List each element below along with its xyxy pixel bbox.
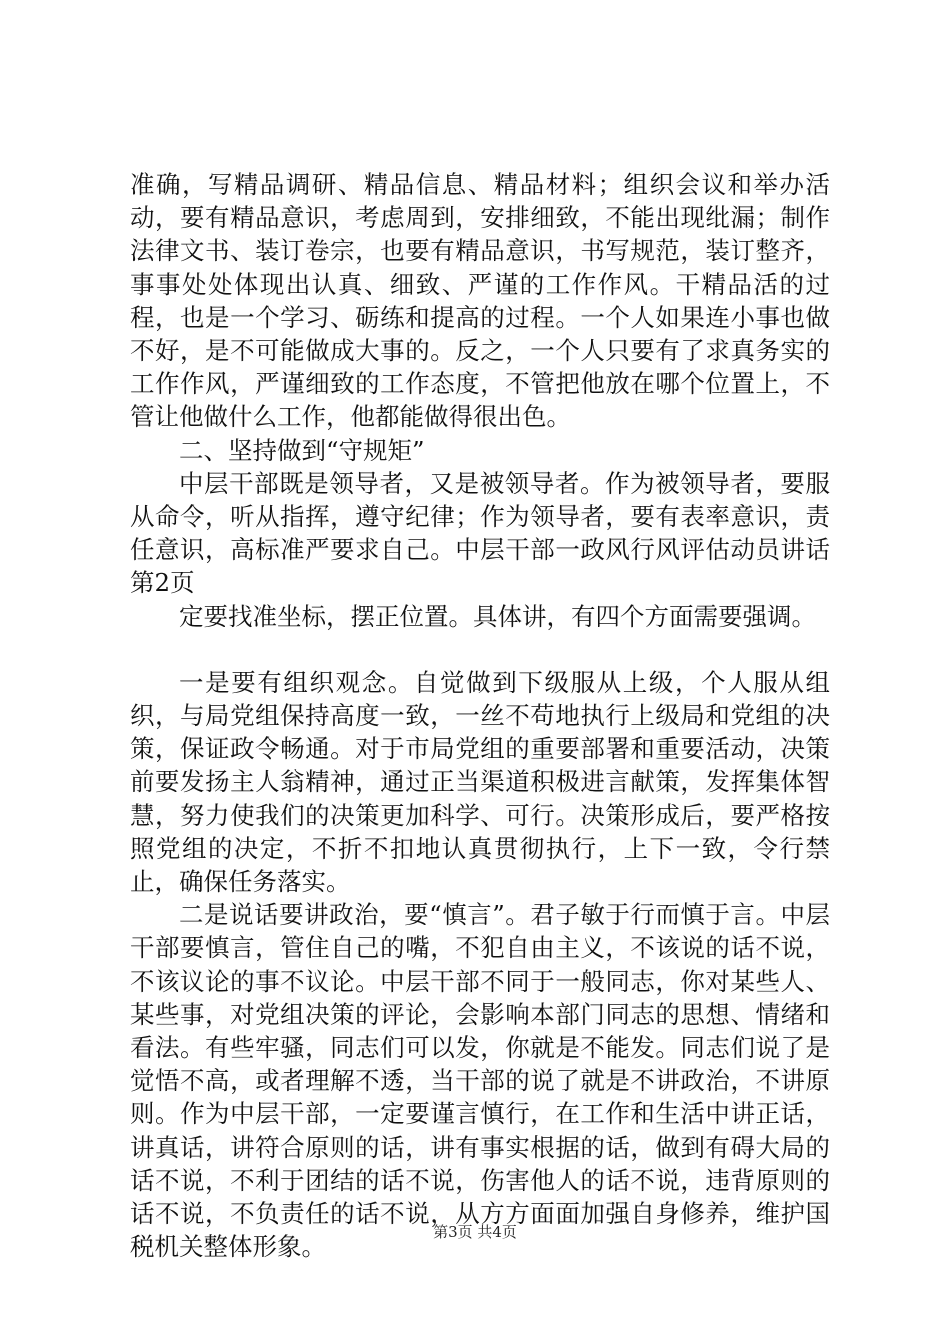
document-body bbox=[130, 168, 830, 1264]
paragraph: 一是要有组织观念。自觉做到下级服从上级，个人服从组织，与局党组保持高度一致，一丝不苟地执行上级局和党组的决策，保证政令畅通。对于市局党组的重要部署和重要活动，决策前要发扬主人翁精神，通过正当渠道积极进言献策，发挥集体智慧，努力使我们的决策更加科学、可行。决策形成后，要严格按照党组的决定，不折不扣地认真贯彻执行，上下一致，令行禁止，确保任务落实。 bbox=[130, 667, 830, 897]
page-footer: 第3页 共4页 bbox=[433, 1223, 517, 1241]
paragraph: 中层干部既是领导者，又是被领导者。作为被领导者，要服从命令，听从指挥，遵守纪律；作为领导者，要有表率意识，责任意识，高标准严要求自己。中层干部一政风行风评估动员讲话第2页 bbox=[130, 468, 830, 598]
section-heading: 二、坚持做到“守规矩” bbox=[179, 435, 425, 465]
paragraph: 二是说话要讲政治，要“慎言”。君子敏于行而慎于言。中层干部要慎言，管住自己的嘴，不犯自由主义，不该说的话不说，不该议论的事不议论。中层干部不同于一般同志，你对某些人、某些事，对党组决策的评论，会影响本部门同志的思想、情绪和看法。有些牢骚，同志们可以发，你就是不能发。同志们说了是觉悟不高，或者理解不透，当干部的说了就是不讲政治，不讲原则。作为中层干部，一定要谨言慎行，在工作和生活中讲正话，讲真话，讲符合原则的话，讲有事实根据的话，做到有碍大局的话不说，不利于团结的话不说，伤害他人的话不说，违背原则的话不说，不负责任的话不说，从方方面面加强自身修养，维护国税机关整体形象。 bbox=[130, 900, 830, 1262]
paragraph: 定要找准坐标，摆正位置。具体讲，有四个方面需要强调。 bbox=[179, 601, 816, 631]
paragraph-continuation: 准确，写精品调研、精品信息、精品材料；组织会议和举办活动，要有精品意识，考虑周到，安排细致，不能出现纰漏；制作法律文书、装订卷宗，也要有精品意识，书写规范，装订整齐，事事处处体现出认真、细致、严谨的工作作风。干精品活的过程，也是一个学习、砺练和提高的过程。一个人如果连小事也做不好，是不可能做成大事的。反之，一个人只要有了求真务实的工作作风，严谨细致的工作态度，不管把他放在哪个位置上，不管让他做什么工作，他都能做得很出色。 bbox=[130, 170, 830, 432]
